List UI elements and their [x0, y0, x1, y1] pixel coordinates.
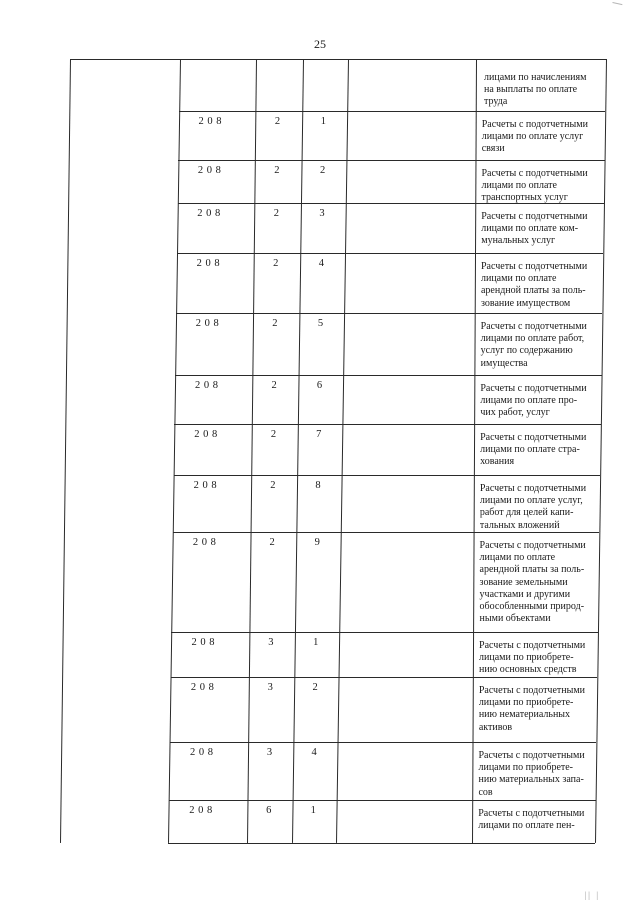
bottom-mark: || |: [584, 890, 600, 900]
group-code-cell: 2: [273, 258, 279, 269]
account-code-cell: 2 0 8: [198, 116, 222, 127]
table-row-separator: [169, 800, 596, 801]
group-code-cell: 2: [270, 480, 276, 491]
analytic-code-cell: 1: [313, 637, 319, 648]
analytic-code-cell: 5: [317, 318, 324, 329]
group-code-cell: 6: [266, 805, 272, 816]
account-description-cell: Расчеты с подотчетными лицами по оплате работ, услуг по содержанию имущества: [480, 321, 587, 369]
account-description-cell: Расчеты с подотчетными лицами по приобрете- нию нематериальных активов: [478, 685, 586, 733]
account-code-cell: 2 0 8: [197, 165, 222, 176]
account-description-cell: Расчеты с подотчетными лицами по оплате транспортных услуг: [481, 168, 588, 204]
account-code-cell: 2 0 8: [189, 805, 213, 816]
group-code-cell: 2: [273, 208, 280, 219]
account-description-cell: Расчеты с подотчетными лицами по оплате арендной платы за поль- зование земельными участками и другими обособленными природ- ными объектами: [479, 540, 586, 625]
group-code-cell: 2: [270, 429, 277, 440]
table-column-line: [472, 59, 477, 843]
account-description-cell: Расчеты с подотчетными лицами по оплате стра- хования: [480, 432, 587, 468]
table-row-separator: [177, 253, 603, 254]
analytic-code-cell: 1: [310, 805, 317, 816]
account-description-cell: Расчеты с подотчетными лицами по оплате арендной платы за поль- зование имуществом: [480, 261, 588, 309]
table-column-line: [247, 59, 257, 843]
group-code-cell: 2: [269, 537, 276, 548]
account-code-cell: 2 0 8: [192, 537, 217, 548]
analytic-code-cell: 1: [320, 116, 327, 127]
account-code-cell: 2 0 8: [197, 208, 221, 219]
corner-mark: [612, 2, 623, 9]
analytic-code-cell: 9: [314, 537, 321, 548]
analytic-code-cell: 2: [320, 165, 326, 176]
analytic-code-cell: 7: [316, 429, 322, 440]
table-row-separator: [168, 843, 595, 844]
account-code-cell: 2 0 8: [190, 682, 215, 693]
table-row-separator: [173, 532, 600, 533]
table-row-separator: [171, 632, 598, 633]
account-code-cell: 2 0 8: [196, 258, 221, 269]
table-row-separator: [174, 424, 600, 425]
group-code-cell: 3: [267, 682, 274, 693]
account-description-cell: Расчеты с подотчетными лицами по приобрете- нию материальных запа- сов: [478, 750, 585, 798]
account-code-cell: 2 0 8: [193, 480, 218, 491]
analytic-code-cell: 4: [311, 747, 318, 758]
table-column-line: [168, 59, 181, 843]
analytic-code-cell: 2: [312, 682, 319, 693]
account-description-cell: Расчеты с подотчетными лицами по оплате услуг связи: [481, 119, 588, 155]
account-description-cell: Расчеты с подотчетными лицами по оплате про- чих работ, услуг: [480, 383, 587, 419]
account-code-cell: 2 0 8: [194, 429, 218, 440]
group-code-cell: 2: [274, 116, 281, 127]
account-description-cell: Расчеты с подотчетными лицами по оплате услуг, работ для целей капи- тальных вложений: [479, 483, 587, 531]
table-row-separator: [179, 111, 605, 112]
continued-description: лицами по начислениям на выплаты по оплате труда: [484, 72, 587, 108]
account-code-cell: 2 0 8: [195, 318, 220, 329]
analytic-code-cell: 6: [316, 380, 323, 391]
account-description-cell: Расчеты с подотчетными лицами по оплате пен-: [478, 808, 585, 832]
group-code-cell: 3: [266, 747, 273, 758]
analytic-code-cell: 3: [319, 208, 326, 219]
page-number: 25: [314, 37, 326, 51]
account-description-cell: Расчеты с подотчетными лицами по оплате ком- мунальных услуг: [481, 211, 588, 247]
table-column-line: [60, 59, 71, 843]
table-row-separator: [171, 677, 598, 678]
account-code-cell: 2 0 8: [194, 380, 219, 391]
table-top-border: [70, 59, 606, 60]
group-code-cell: 3: [268, 637, 274, 648]
analytic-code-cell: 4: [318, 258, 325, 269]
table-row-separator: [176, 313, 602, 314]
account-code-cell: 2 0 8: [190, 747, 214, 758]
analytic-code-cell: 8: [315, 480, 322, 491]
group-code-cell: 2: [274, 165, 281, 176]
table-row-separator: [178, 160, 604, 161]
table-row-separator: [170, 742, 597, 743]
group-code-cell: 2: [271, 380, 278, 391]
account-code-cell: 2 0 8: [191, 637, 215, 648]
table-row-separator: [175, 375, 601, 376]
table-row-separator: [174, 475, 601, 476]
account-description-cell: Расчеты с подотчетными лицами по приобрете- нию основных средств: [479, 640, 586, 676]
group-code-cell: 2: [272, 318, 279, 329]
